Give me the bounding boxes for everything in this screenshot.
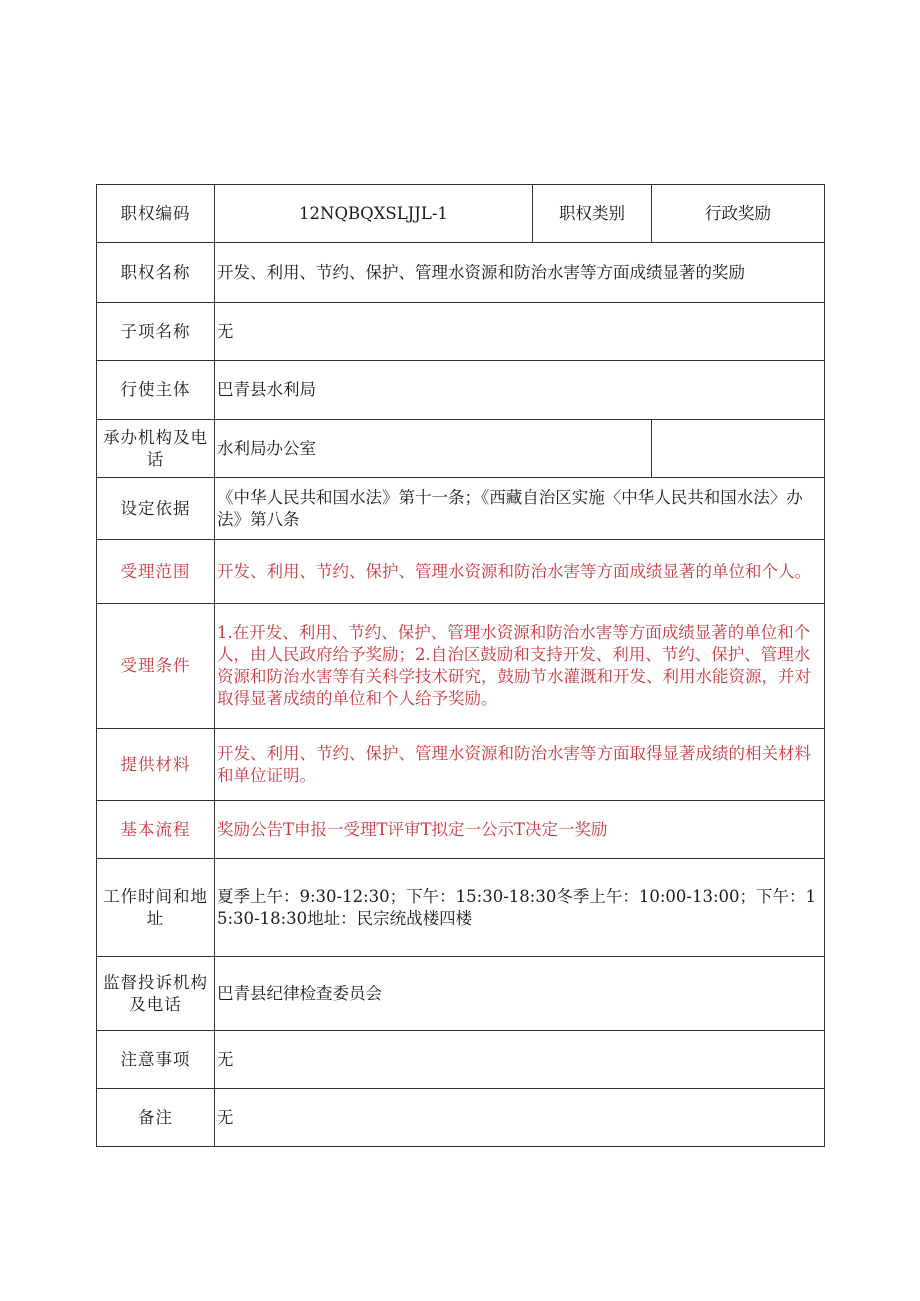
row-name: [97, 243, 825, 303]
basis-label: 设定依据: [97, 478, 215, 540]
code-label: 职权编码: [97, 185, 215, 243]
row-subject: [97, 361, 825, 420]
row-sub: [97, 303, 825, 361]
row-materials: [97, 729, 825, 801]
row-code: [97, 185, 825, 243]
category-value: 行政奖励: [652, 185, 825, 243]
basis-value: 《中华人民共和国水法》第十一条；《西藏自治区实施〈中华人民共和国水法〉办法》第八条: [215, 478, 825, 540]
hours-label: 工作时间和地址: [97, 859, 215, 957]
row-hours: [97, 859, 825, 957]
materials-value: 开发、利用、节约、保护、管理水资源和防治水害等方面取得显著成绩的相关材料和单位证明。: [215, 729, 825, 801]
scope-label: 受理范围: [97, 540, 215, 604]
row-notes: [97, 1031, 825, 1089]
row-supervision: [97, 957, 825, 1031]
notes-value: 无: [215, 1031, 825, 1089]
code-value: 12NQBQXSLJJL-1: [215, 185, 533, 243]
conditions-value: 1.在开发、利用、节约、保护、管理水资源和防治水害等方面成绩显著的单位和个人，由人民政府给予奖励；2.自治区鼓励和支持开发、利用、节约、保护、管理水资源和防治水害等有关科学技术研究，鼓励节水灌溉和开发、利用水能资源，并对取得显著成绩的单位和个人给予奖励。: [215, 604, 825, 729]
row-remarks: [97, 1089, 825, 1147]
name-label: 职权名称: [97, 243, 215, 303]
row-conditions: [97, 604, 825, 729]
process-label: 基本流程: [97, 801, 215, 859]
row-basis: [97, 478, 825, 540]
remarks-value: 无: [215, 1089, 825, 1147]
supervision-value: 巴青县纪律检查委员会: [215, 957, 825, 1031]
materials-label: 提供材料: [97, 729, 215, 801]
office-value: 水利局办公室: [215, 420, 652, 478]
remarks-label: 备注: [97, 1089, 215, 1147]
office-phone: [652, 420, 825, 478]
notes-label: 注意事项: [97, 1031, 215, 1089]
subject-value: 巴青县水利局: [215, 361, 825, 420]
row-process: [97, 801, 825, 859]
subject-label: 行使主体: [97, 361, 215, 420]
name-value: 开发、利用、节约、保护、管理水资源和防治水害等方面成绩显著的奖励: [215, 243, 825, 303]
process-value: 奖励公告T申报一受理T评审T拟定一公示T决定一奖励: [215, 801, 825, 859]
supervision-label: 监督投诉机构及电话: [97, 957, 215, 1031]
hours-value: 夏季上午：9:30-12:30；下午：15:30-18:30冬季上午：10:00-13:00；下午：15:30-18:30地址：民宗统战楼四楼: [215, 859, 825, 957]
conditions-label: 受理条件: [97, 604, 215, 729]
category-label: 职权类别: [533, 185, 652, 243]
sub-value: 无: [215, 303, 825, 361]
office-label: 承办机构及电话: [97, 420, 215, 478]
scope-value: 开发、利用、节约、保护、管理水资源和防治水害等方面成绩显著的单位和个人。: [215, 540, 825, 604]
row-office: [97, 420, 825, 478]
sub-label: 子项名称: [97, 303, 215, 361]
row-scope: [97, 540, 825, 604]
authority-info-table: [96, 184, 825, 1147]
